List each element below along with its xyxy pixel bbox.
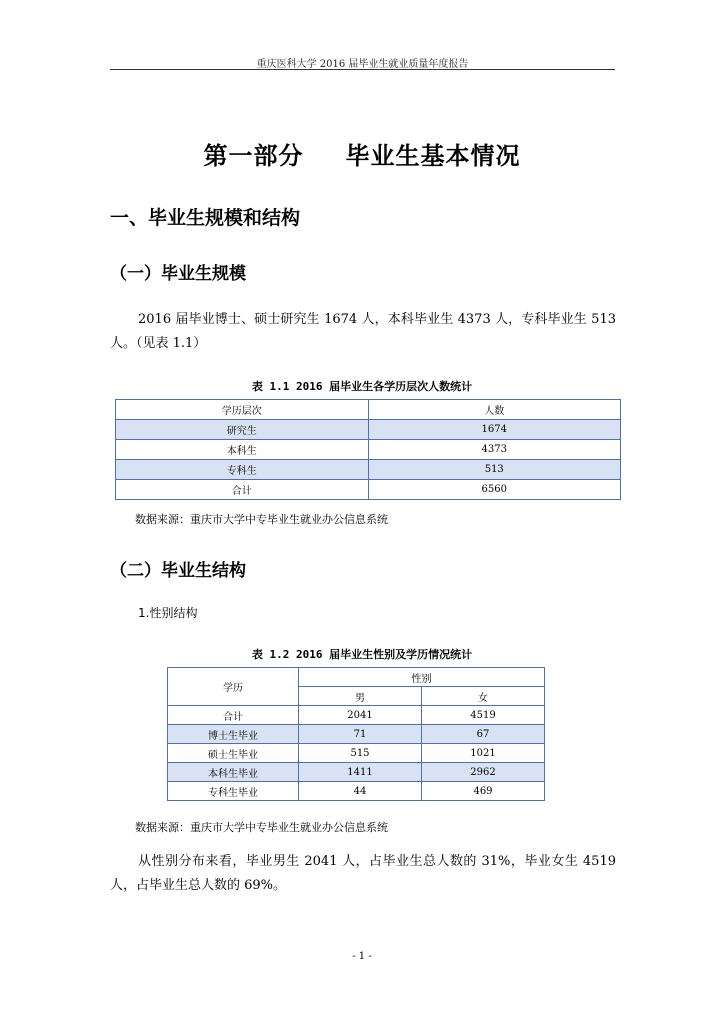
table-row (168, 782, 545, 801)
table1-source: 数据来源：重庆市大学中专毕业生就业办公信息系统 (135, 513, 388, 526)
table-cell: 1021 (422, 744, 545, 763)
header-male: 男 (299, 687, 422, 706)
table-row (116, 420, 621, 440)
table-cell: 4373 (368, 440, 621, 460)
table-cell: 469 (422, 782, 545, 801)
table-row (168, 706, 545, 725)
part-title (0, 136, 724, 171)
table-cell: 专科生毕业 (168, 782, 299, 801)
subsection-heading-structure: （二）毕业生结构 (110, 561, 246, 581)
table-row (168, 763, 545, 782)
table-cell: 1411 (299, 763, 422, 782)
table-cell: 513 (368, 460, 621, 480)
table-cell: 67 (422, 725, 545, 744)
table-header-cell: 学历层次 (116, 400, 369, 420)
part-title-number: 第一部分 (203, 142, 304, 170)
table-cell: 71 (299, 725, 422, 744)
table2-source: 数据来源：重庆市大学中专毕业生就业办公信息系统 (135, 821, 388, 834)
subheading-gender: 1.性别结构 (138, 606, 198, 620)
table-row (168, 725, 545, 744)
table-cell: 专科生 (116, 460, 369, 480)
header-female: 女 (422, 687, 545, 706)
table-cell: 合计 (168, 706, 299, 725)
table-cell: 6560 (368, 480, 621, 500)
part-title-text: 毕业生基本情况 (345, 142, 521, 170)
table1-caption: 表 1.1 2016 届毕业生各学历层次人数统计 (251, 380, 473, 393)
table-cell: 本科生 (116, 440, 369, 460)
header-divider (110, 69, 615, 70)
table-cell: 1674 (368, 420, 621, 440)
table-header-row (116, 400, 621, 420)
table-row (116, 440, 621, 460)
paragraph-scale: 2016 届毕业博士、硕士研究生 1674 人，本科毕业生 4373 人，专科毕业生 513 人。（见表 1.1） (110, 312, 616, 351)
table-gender-degree (167, 667, 545, 801)
table-row (116, 480, 621, 500)
table-header-cell: 人数 (368, 400, 621, 420)
section-heading: 一、毕业生规模和结构 (110, 207, 301, 229)
table-cell: 合计 (116, 480, 369, 500)
table-cell: 硕士生毕业 (168, 744, 299, 763)
table-cell: 44 (299, 782, 422, 801)
header-degree: 学历 (168, 668, 299, 706)
table-row (116, 460, 621, 480)
header-gender: 性别 (299, 668, 545, 687)
table-cell: 本科生毕业 (168, 763, 299, 782)
paragraph-gender: 从性别分布来看，毕业男生 2041 人，占毕业生总人数的 31%，毕业女生 4519 人，占毕业生总人数的 69%。 (110, 854, 616, 893)
table-cell: 2962 (422, 763, 545, 782)
running-header: 重庆医科大学 2016 届毕业生就业质量年度报告 (256, 59, 469, 70)
table-cell: 研究生 (116, 420, 369, 440)
table2-caption: 表 1.2 2016 届毕业生性别及学历情况统计 (251, 648, 473, 661)
table-row (168, 744, 545, 763)
table-degree-levels (115, 399, 621, 500)
table-cell: 博士生毕业 (168, 725, 299, 744)
subsection-heading-scale: （一）毕业生规模 (110, 264, 246, 284)
page-number: - 1 - (352, 951, 372, 962)
table-cell: 515 (299, 744, 422, 763)
table-cell: 4519 (422, 706, 545, 725)
table-cell: 2041 (299, 706, 422, 725)
